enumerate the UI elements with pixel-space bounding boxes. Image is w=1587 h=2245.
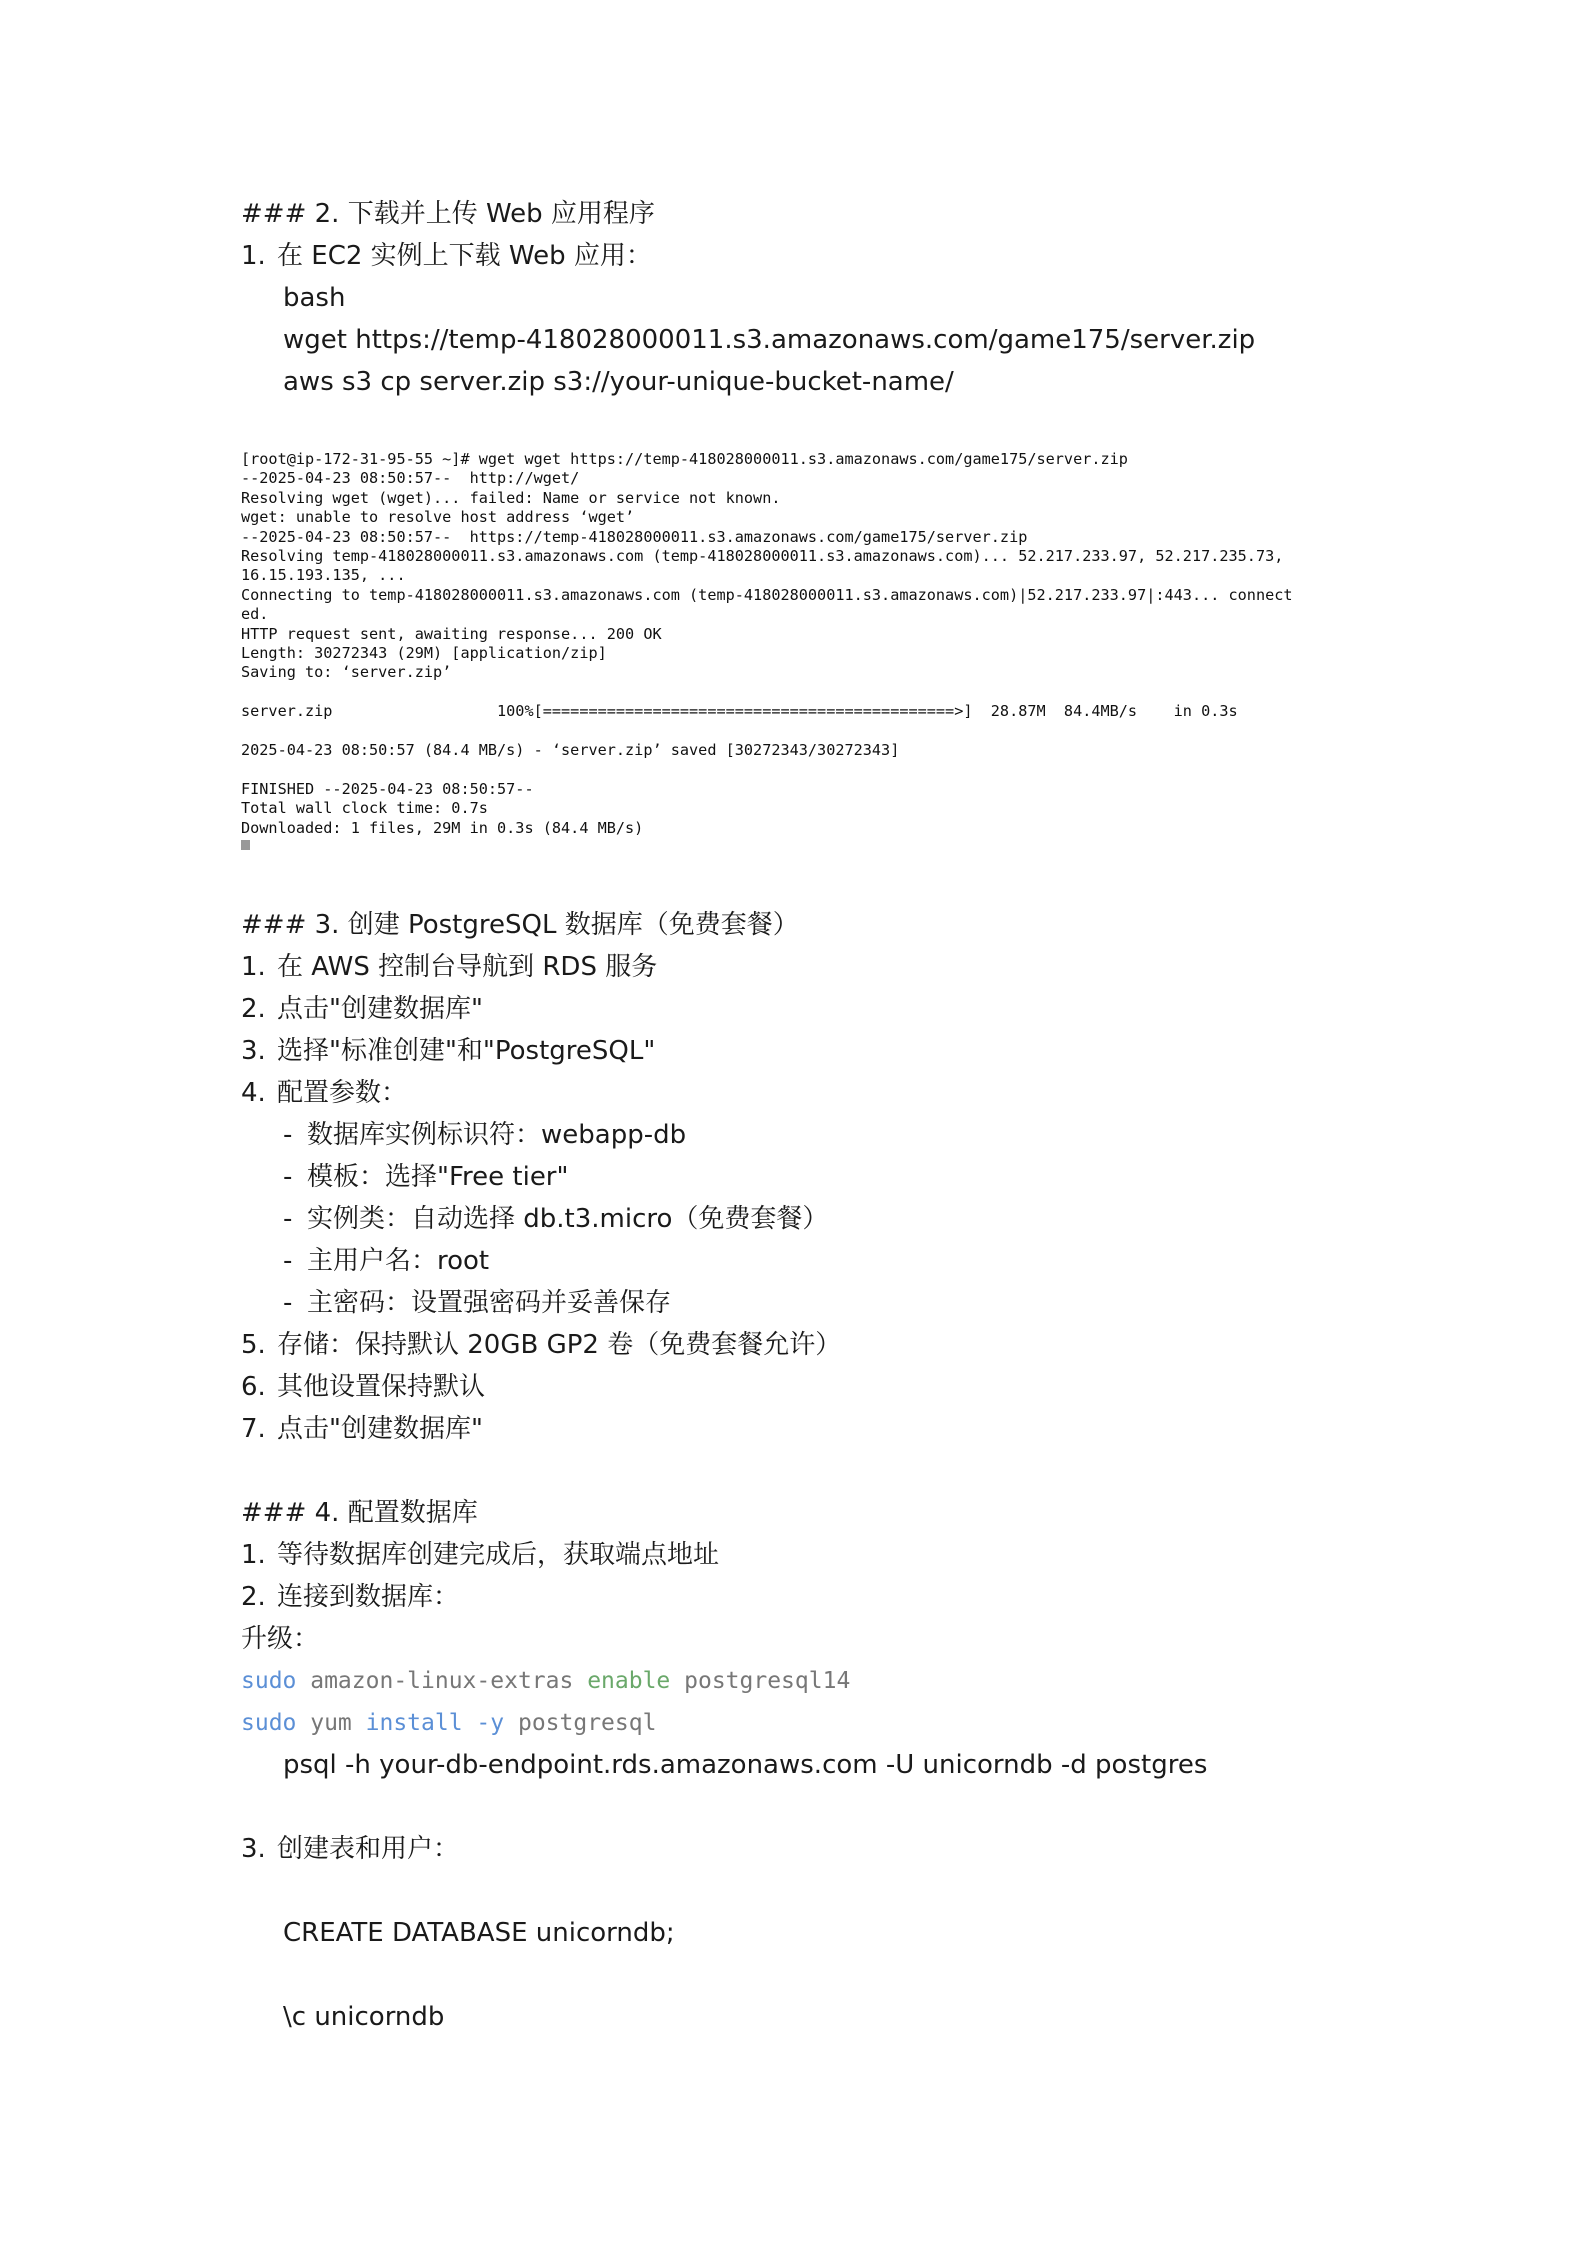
list-item [241,239,652,273]
argument: postgresql [504,1710,657,1736]
list-item [241,950,657,984]
section-4-heading: ### 4. 配置数据库 [241,1498,478,1528]
terminal-screenshot [241,450,1361,850]
list-text: 存储：保持默认 20GB GP2 卷（免费套餐允许） [277,1330,842,1360]
upgrade-command-2 [241,1706,656,1740]
list-text: 连接到数据库： [277,1582,460,1612]
list-number: 7. [241,1414,266,1444]
terminal-line: wget: unable to resolve host address ‘wget’ [241,508,635,527]
install-keyword: install [365,1710,463,1736]
list-item [241,1034,655,1068]
terminal-line: Total wall clock time: 0.7s [241,799,488,818]
dash-bullet: - [283,1162,293,1192]
list-number: 1. [241,952,266,982]
terminal-line: server.zip 100%[=============================================>] 28.87M 84.4MB/s in 0.3s [241,702,1238,721]
list-item [241,992,483,1026]
list-text: 其他设置保持默认 [277,1372,486,1402]
wget-command: wget https://temp-418028000011.s3.amazonaws.com/game175/server.zip [283,325,1256,355]
param-text: 主用户名：root [307,1246,490,1276]
enable-keyword: enable [587,1668,671,1694]
list-item [241,1412,483,1446]
list-text: 创建表和用户： [277,1834,460,1864]
terminal-line: Resolving temp-418028000011.s3.amazonaws.com (temp-418028000011.s3.amazonaws.com)... 52.217.233.97, 52.217.235.73, [241,547,1284,566]
list-text: 点击"创建数据库" [277,1414,483,1444]
psql-command: psql -h your-db-endpoint.rds.amazonaws.com -U unicorndb -d postgres [283,1750,1208,1780]
list-number: 3. [241,1036,266,1066]
list-text: 在 EC2 实例上下载 Web 应用： [277,241,652,271]
list-number: 1. [241,241,266,271]
terminal-line: 16.15.193.135, ... [241,566,406,585]
list-number: 6. [241,1372,266,1402]
sudo-keyword: sudo [241,1668,297,1694]
param-item [283,1286,671,1320]
sql-create-database: CREATE DATABASE unicorndb; [283,1918,675,1948]
param-text: 实例类：自动选择 db.t3.micro（免费套餐） [307,1204,829,1234]
param-text: 主密码：设置强密码并妥善保存 [307,1288,672,1318]
list-text: 配置参数： [277,1078,408,1108]
code-language-label: bash [283,283,346,313]
terminal-line: Downloaded: 1 files, 29M in 0.3s (84.4 MB/s) [241,818,644,837]
terminal-line: Connecting to temp-418028000011.s3.amazonaws.com (temp-418028000011.s3.amazonaws.com)|52.217.233.97|:443... connect [241,585,1293,604]
list-text: 点击"创建数据库" [277,994,483,1024]
list-item [241,1538,719,1572]
dash-bullet: - [283,1204,293,1234]
s3-copy-command: aws s3 cp server.zip s3://your-unique-bucket-name/ [283,367,954,397]
param-item [283,1244,489,1278]
upgrade-command-1 [241,1664,850,1698]
list-item [241,1328,841,1362]
upgrade-label: 升级： [241,1624,320,1654]
sql-connect: \c unicorndb [283,2002,445,2032]
dash-bullet: - [283,1246,293,1276]
terminal-line: FINISHED --2025-04-23 08:50:57-- [241,779,534,798]
sudo-keyword: sudo [241,1710,297,1736]
argument: postgresql14 [670,1668,851,1694]
flag: -y [462,1710,505,1736]
list-number: 1. [241,1540,266,1570]
param-item [283,1160,568,1194]
package-name: amazon-linux-extras [296,1668,588,1694]
list-text: 在 AWS 控制台导航到 RDS 服务 [277,952,658,982]
terminal-line: [root@ip-172-31-95-55 ~]# wget wget https://temp-418028000011.s3.amazonaws.com/game175/server.zip [241,450,1128,468]
dash-bullet: - [283,1120,293,1150]
yum-command: yum [296,1710,366,1736]
list-item [241,1832,459,1866]
terminal-line: Resolving wget (wget)... failed: Name or service not known. [241,488,781,507]
list-item [241,1370,485,1404]
list-item [241,1580,459,1614]
list-number: 2. [241,1582,266,1612]
list-item [241,1076,407,1110]
terminal-line: ed. [241,605,269,624]
terminal-line: 2025-04-23 08:50:57 (84.4 MB/s) - ‘server.zip’ saved [30272343/30272343] [241,741,900,760]
terminal-output [241,450,1361,850]
terminal-line: Saving to: ‘server.zip’ [241,663,452,682]
list-number: 3. [241,1834,266,1864]
list-number: 4. [241,1078,266,1108]
param-text: 数据库实例标识符：webapp-db [307,1120,687,1150]
cursor-icon [241,840,250,850]
list-number: 2. [241,994,266,1024]
terminal-line: --2025-04-23 08:50:57-- http://wget/ [241,469,580,488]
dash-bullet: - [283,1288,293,1318]
section-3-heading: ### 3. 创建 PostgreSQL 数据库（免费套餐） [241,910,799,940]
section-2-heading: ### 2. 下载并上传 Web 应用程序 [241,199,655,229]
param-item [283,1202,828,1236]
terminal-line: HTTP request sent, awaiting response... 200 OK [241,624,662,643]
terminal-line: --2025-04-23 08:50:57-- https://temp-418028000011.s3.amazonaws.com/game175/server.zip [241,527,1028,546]
param-text: 模板：选择"Free tier" [307,1162,569,1192]
list-number: 5. [241,1330,266,1360]
param-item [283,1118,686,1152]
list-text: 选择"标准创建"和"PostgreSQL" [277,1036,656,1066]
list-text: 等待数据库创建完成后，获取端点地址 [277,1540,720,1570]
terminal-line: Length: 30272343 (29M) [application/zip] [241,644,607,663]
